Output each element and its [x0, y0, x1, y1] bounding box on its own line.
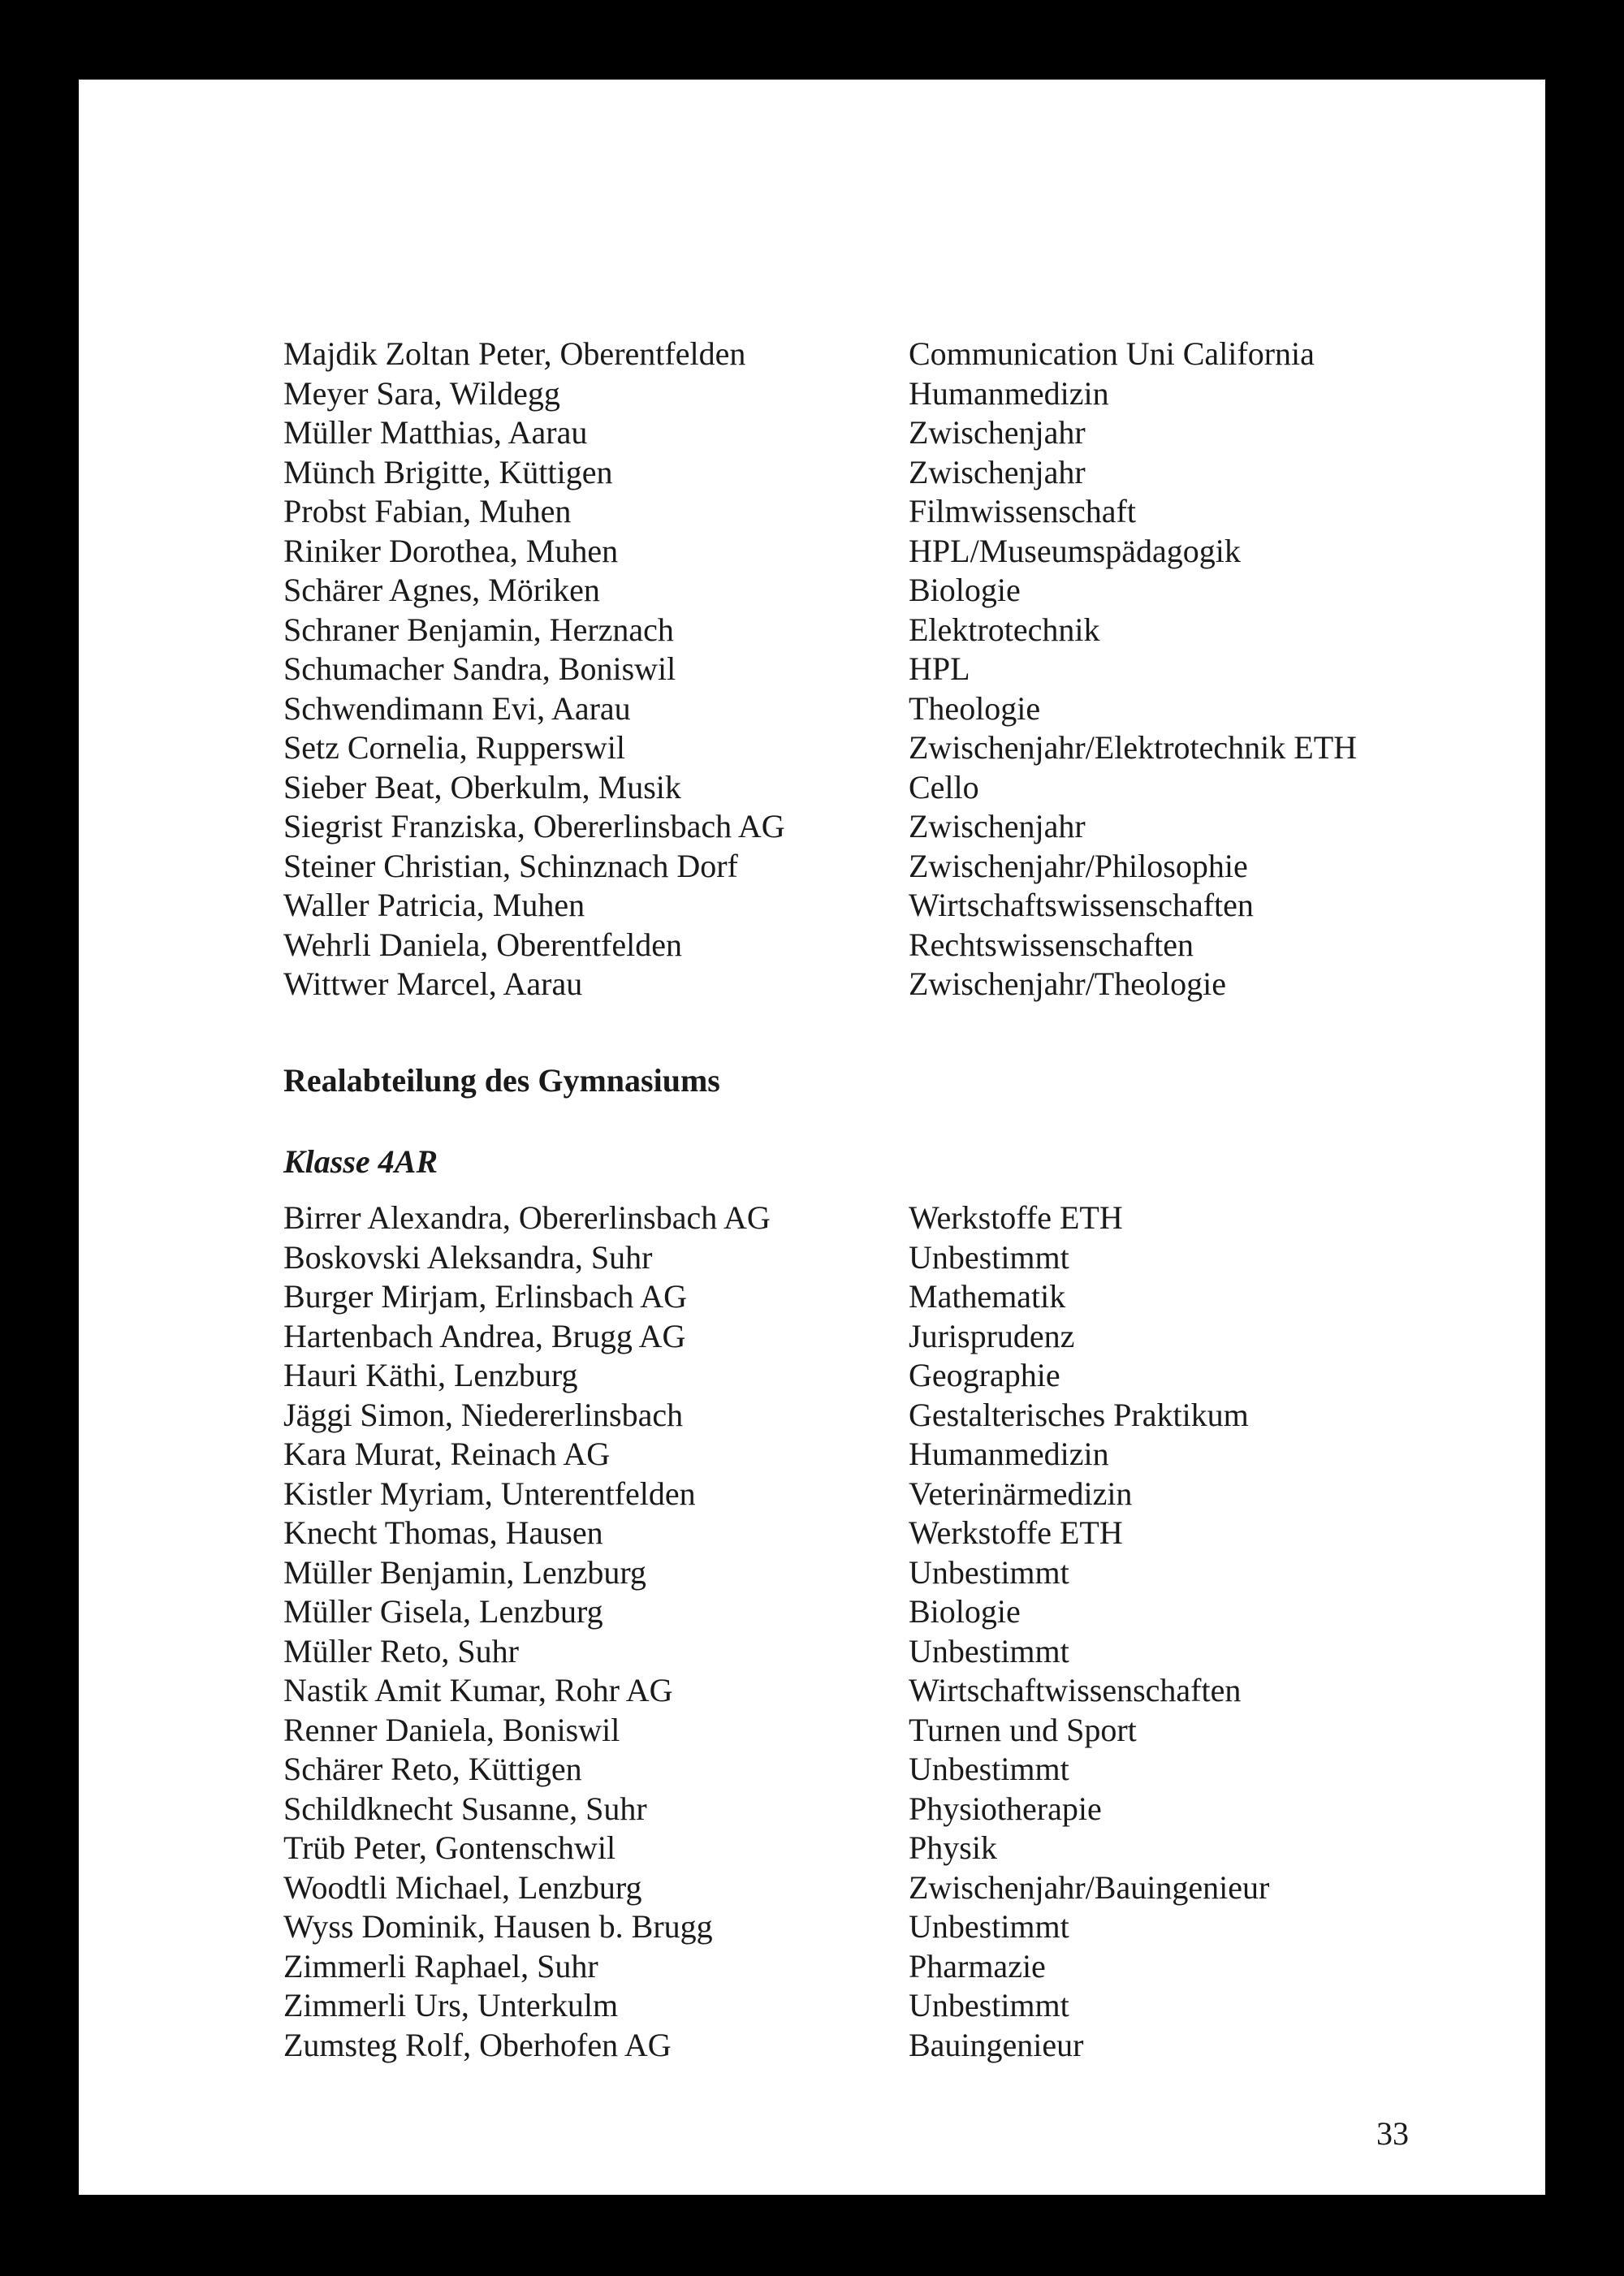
study-field: Unbestimmt — [909, 1908, 1069, 1945]
study-field: Veterinärmedizin — [909, 1475, 1133, 1512]
student-row — [283, 1317, 1461, 1357]
student-row — [283, 1356, 1461, 1396]
student-name: Zimmerli Raphael, Suhr — [283, 1947, 598, 1984]
study-field: Theologie — [909, 689, 1041, 727]
student-row — [283, 1907, 1461, 1947]
section-heading: Realabteilung des Gymnasiums — [283, 1062, 720, 1099]
student-name: Wehrli Daniela, Oberentfelden — [283, 926, 682, 963]
study-field: Physiotherapie — [909, 1790, 1102, 1827]
page-number: 33 — [1376, 2115, 1409, 2152]
study-field: Geographie — [909, 1357, 1060, 1393]
student-name: Trüb Peter, Gontenschwil — [283, 1829, 616, 1866]
study-field: Elektrotechnik — [909, 611, 1100, 648]
study-field: Wirtschaftwissenschaften — [909, 1672, 1242, 1708]
student-name: Münch Brigitte, Küttigen — [283, 453, 613, 490]
student-name: Zumsteg Rolf, Oberhofen AG — [283, 2026, 672, 2063]
student-name: Riniker Dorothea, Muhen — [283, 532, 619, 569]
student-name: Woodtli Michael, Lenzburg — [283, 1868, 642, 1906]
study-field: Zwischenjahr/Philosophie — [909, 847, 1248, 884]
study-field: Biologie — [909, 1593, 1021, 1630]
study-field: Unbestimmt — [909, 1632, 1069, 1669]
student-row — [283, 689, 1461, 729]
student-name: Probst Fabian, Muhen — [283, 493, 572, 529]
student-row — [283, 1829, 1461, 1868]
class-4ar-list — [283, 1198, 1461, 2065]
study-field: Unbestimmt — [909, 1238, 1069, 1276]
study-field: Physik — [909, 1829, 997, 1866]
student-name: Majdik Zoltan Peter, Oberentfelden — [283, 335, 746, 372]
student-name: Steiner Christian, Schinznach Dorf — [283, 847, 738, 884]
student-name: Schärer Reto, Küttigen — [283, 1751, 582, 1787]
study-field: Zwischenjahr/Theologie — [909, 965, 1226, 1002]
student-row — [283, 1750, 1461, 1790]
student-name: Kistler Myriam, Unterentfelden — [283, 1475, 696, 1512]
student-row — [283, 807, 1461, 847]
student-row — [283, 532, 1461, 572]
student-row — [283, 768, 1461, 808]
student-row — [283, 1435, 1461, 1475]
study-field: Zwischenjahr — [909, 808, 1086, 844]
study-field: Unbestimmt — [909, 1751, 1069, 1787]
student-name: Sieber Beat, Oberkulm, Musik — [283, 768, 681, 805]
student-row — [283, 886, 1461, 926]
student-row — [283, 2026, 1461, 2066]
student-row — [283, 1475, 1461, 1514]
study-field: Werkstoffe ETH — [909, 1514, 1123, 1551]
document-page — [79, 80, 1545, 2195]
study-field: Zwischenjahr — [909, 414, 1086, 451]
student-name: Zimmerli Urs, Unterkulm — [283, 1987, 619, 2023]
student-name: Hartenbach Andrea, Brugg AG — [283, 1317, 686, 1354]
student-row — [283, 1868, 1461, 1908]
student-row — [283, 492, 1461, 532]
student-name: Jäggi Simon, Niedererlinsbach — [283, 1396, 684, 1433]
study-field: Pharmazie — [909, 1947, 1046, 1984]
student-row — [283, 1790, 1461, 1829]
student-row — [283, 453, 1461, 493]
student-row — [283, 611, 1461, 650]
student-name: Boskovski Aleksandra, Suhr — [283, 1238, 653, 1276]
student-name: Knecht Thomas, Hausen — [283, 1514, 603, 1551]
study-field: Werkstoffe ETH — [909, 1199, 1123, 1236]
study-field: Wirtschaftswissenschaften — [909, 887, 1254, 923]
student-row — [283, 1396, 1461, 1436]
study-field: HPL — [909, 650, 970, 687]
student-name: Setz Cornelia, Rupperswil — [283, 729, 626, 766]
study-field: Zwischenjahr/Bauingenieur — [909, 1868, 1270, 1906]
student-name: Wyss Dominik, Hausen b. Brugg — [283, 1908, 713, 1945]
student-name: Burger Mirjam, Erlinsbach AG — [283, 1278, 687, 1315]
student-row — [283, 1238, 1461, 1278]
student-name: Renner Daniela, Boniswil — [283, 1711, 620, 1748]
study-field: Zwischenjahr — [909, 453, 1086, 490]
study-field: Humanmedizin — [909, 374, 1109, 412]
student-name: Kara Murat, Reinach AG — [283, 1436, 611, 1472]
student-row — [283, 1277, 1461, 1317]
student-name: Hauri Käthi, Lenzburg — [283, 1357, 578, 1393]
study-field: Unbestimmt — [909, 1553, 1069, 1591]
student-name: Schumacher Sandra, Boniswil — [283, 650, 676, 687]
student-row — [283, 335, 1461, 374]
student-row — [283, 847, 1461, 887]
student-row — [283, 965, 1461, 1004]
student-row — [283, 413, 1461, 453]
student-row — [283, 650, 1461, 689]
study-field: Unbestimmt — [909, 1987, 1069, 2023]
study-field: Communication Uni California — [909, 335, 1315, 372]
student-row — [283, 1514, 1461, 1553]
student-name: Müller Matthias, Aarau — [283, 414, 588, 451]
student-row — [283, 1632, 1461, 1672]
student-row — [283, 1553, 1461, 1593]
study-field: HPL/Museumspädagogik — [909, 532, 1241, 569]
student-row — [283, 571, 1461, 611]
student-name: Müller Benjamin, Lenzburg — [283, 1553, 646, 1591]
study-field: Filmwissenschaft — [909, 493, 1136, 529]
student-row — [283, 1947, 1461, 1987]
student-row — [283, 374, 1461, 414]
study-field: Biologie — [909, 572, 1021, 608]
student-name: Schärer Agnes, Möriken — [283, 572, 600, 608]
student-name: Nastik Amit Kumar, Rohr AG — [283, 1672, 673, 1708]
study-field: Mathematik — [909, 1278, 1066, 1315]
student-name: Müller Reto, Suhr — [283, 1632, 519, 1669]
class-heading: Klasse 4AR — [283, 1143, 438, 1180]
study-field: Bauingenieur — [909, 2026, 1084, 2063]
student-row — [283, 926, 1461, 965]
student-name: Wittwer Marcel, Aarau — [283, 965, 583, 1002]
student-row — [283, 1592, 1461, 1632]
student-name: Birrer Alexandra, Obererlinsbach AG — [283, 1199, 771, 1236]
student-name: Siegrist Franziska, Obererlinsbach AG — [283, 808, 785, 844]
study-field: Zwischenjahr/Elektrotechnik ETH — [909, 729, 1358, 766]
student-row — [283, 1986, 1461, 2026]
study-field: Humanmedizin — [909, 1436, 1109, 1472]
study-field: Rechtswissenschaften — [909, 926, 1194, 963]
study-field: Gestalterisches Praktikum — [909, 1396, 1249, 1433]
student-row — [283, 1711, 1461, 1751]
student-name: Waller Patricia, Muhen — [283, 887, 585, 923]
student-name: Schwendimann Evi, Aarau — [283, 689, 631, 727]
student-name: Müller Gisela, Lenzburg — [283, 1593, 603, 1630]
study-field: Turnen und Sport — [909, 1711, 1137, 1748]
student-row — [283, 728, 1461, 768]
study-field: Jurisprudenz — [909, 1317, 1075, 1354]
student-row — [283, 1198, 1461, 1238]
student-name: Schraner Benjamin, Herznach — [283, 611, 674, 648]
student-row — [283, 1671, 1461, 1711]
study-field: Cello — [909, 768, 979, 805]
graduate-list-continued — [283, 335, 1461, 1004]
student-name: Meyer Sara, Wildegg — [283, 374, 560, 412]
student-name: Schildknecht Susanne, Suhr — [283, 1790, 647, 1827]
